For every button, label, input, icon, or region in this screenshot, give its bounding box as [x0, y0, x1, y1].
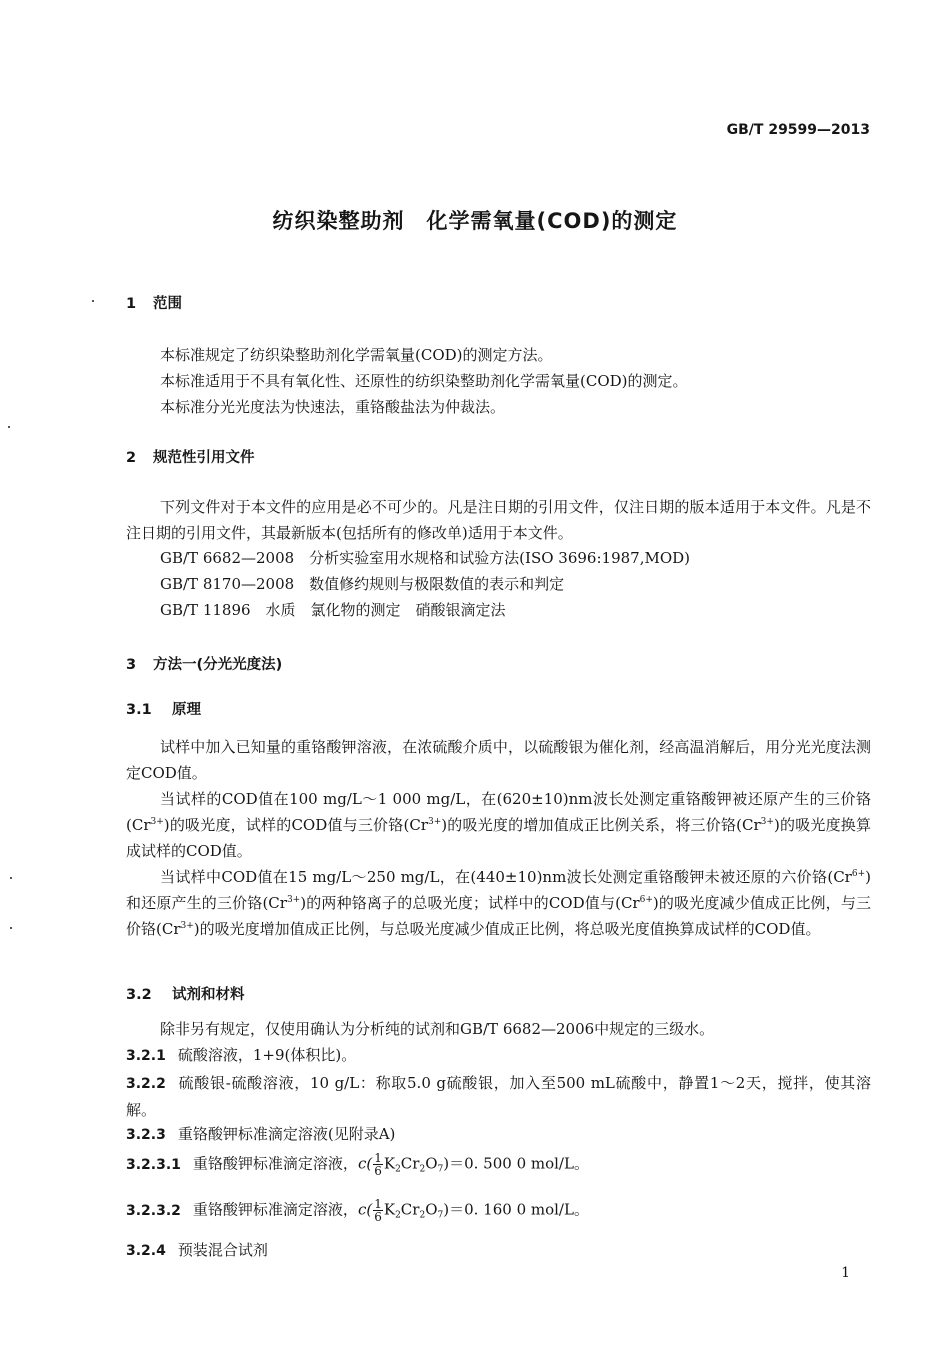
section-2-heading: 2 规范性引用文件 [126, 450, 255, 466]
section-1-paragraph: 本标准规定了纺织染整助剂化学需氧量(COD)的测定方法。 [160, 346, 553, 364]
principle-paragraph: 试样中加入已知量的重铬酸钾溶液，在浓硫酸介质中，以硫酸银为催化剂，经高温消解后，用分光光度法测定COD值。 [126, 738, 871, 782]
reference-item: GB/T 8170—2008 数值修约规则与极限数值的表示和判定 [160, 575, 565, 593]
reagent-item-formula: 3.2.3.2 重铬酸钾标准滴定溶液，c( $\frac{1}{6}$ $K_2Cr_2O_7)=0$. 160 0 mol/L。 [126, 1197, 589, 1224]
reagent-item: 3.2.1 硫酸溶液，1+9(体积比)。 [126, 1046, 357, 1064]
scan-speck [10, 927, 12, 929]
standard-code: GB/T 29599—2013 [726, 122, 870, 138]
section-1-paragraph: 本标准分光光度法为快速法，重铬酸盐法为仲裁法。 [160, 398, 506, 416]
reagent-item: 3.2.3 重铬酸钾标准滴定溶液(见附录A) [126, 1125, 396, 1143]
fraction: $\frac{1}{6}$ [374, 1151, 382, 1178]
reference-item: GB/T 11896 水质 氯化物的测定 硝酸银滴定法 [160, 601, 506, 619]
scan-speck [8, 426, 10, 428]
page-number: 1 [841, 1265, 850, 1281]
scan-speck [10, 877, 12, 879]
reagent-item: 3.2.2 硫酸银-硫酸溶液，10 g/L：称取5.0 g硫酸银，加入至500 mL硫酸中，静置1～2天，搅拌，使其溶解。 [126, 1074, 871, 1119]
reagent-item: 3.2.4 预装混合试剂 [126, 1241, 268, 1259]
section-3-heading: 3 方法一(分光光度法) [126, 657, 283, 673]
section-3-2-heading: 3.2 试剂和材料 [126, 987, 245, 1003]
reference-item: GB/T 6682—2008 分析实验室用水规格和试验方法(ISO 3696:1987,MOD) [160, 549, 691, 567]
reagents-intro: 除非另有规定，仅使用确认为分析纯的试剂和GB/T 6682—2006中规定的三级水。 [160, 1020, 715, 1038]
section-2-intro: 下列文件对于本文件的应用是必不可少的。凡是注日期的引用文件，仅注日期的版本适用于本文件。凡是不注日期的引用文件，其最新版本(包括所有的修改单)适用于本文件。 [126, 498, 871, 542]
fraction: $\frac{1}{6}$ [374, 1197, 382, 1224]
scan-speck [92, 300, 94, 302]
section-1-heading: 1 范围 [126, 296, 182, 312]
principle-paragraph: 当试样的COD值在100 mg/L～1 000 mg/L，在(620±10)nm波长处测定重铬酸钾被还原产生的三价铬$(Cr^{3+})$的吸光度，试样的COD值与三价铬$(Cr^{3+})$的吸光度的增加值成正比例关系，将三价铬$(Cr^{3+})$的吸光度换算成试样的COD值。 [126, 790, 872, 860]
section-1-paragraph: 本标准适用于不具有氧化性、还原性的纺织染整助剂化学需氧量(COD)的测定。 [160, 372, 688, 390]
section-3-1-heading: 3.1 原理 [126, 702, 201, 718]
reagent-item-formula: 3.2.3.1 重铬酸钾标准滴定溶液，c( $\frac{1}{6}$ $K_2Cr_2O_7)=0$. 500 0 mol/L。 [126, 1151, 589, 1178]
principle-paragraph: 当试样中COD值在15 mg/L～250 mg/L，在(440±10)nm波长处测定重铬酸钾未被还原的六价铬$(Cr^{6+})$和还原产生的三价铬$(Cr^{3+})$的两种铬离子的总吸光度；试样中的COD值与$(Cr^{6+})$的吸光度减少值成正比例，与三价铬$(Cr^{3+})$的吸光度增加值成正比例，与总吸光度减少值成正比例，将总吸光度值换算成试样的COD值。 [126, 868, 871, 938]
document-title: 纺织染整助剂 化学需氧量(COD)的测定 [272, 209, 678, 233]
